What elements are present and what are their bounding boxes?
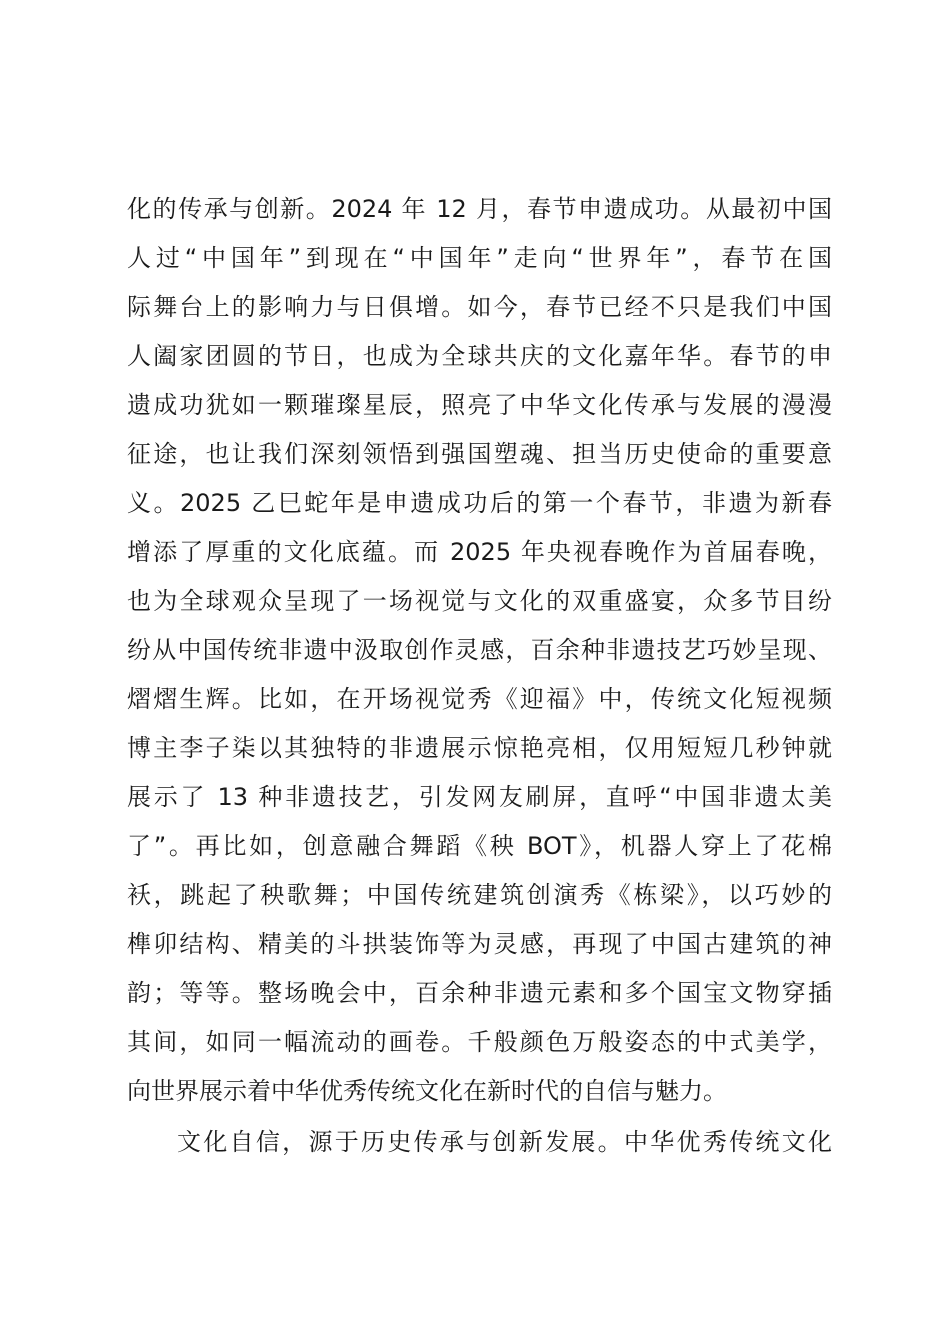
text-line: 展示了 13 种非遗技艺，引发网友刷屏，直呼“中国非遗太美 — [127, 783, 832, 811]
text-line: 也为全球观众呈现了一场视觉与文化的双重盛宴，众多节目纷 — [127, 587, 832, 615]
text-line: 化的传承与创新。2024 年 12 月，春节申遗成功。从最初中国 — [127, 195, 832, 223]
text-line: 袄，跳起了秧歌舞；中国传统建筑创演秀《栋梁》，以巧妙的 — [127, 881, 832, 909]
text-line: 增添了厚重的文化底蕴。而 2025 年央视春晚作为首届春晚， — [127, 538, 832, 566]
text-line: 熠熠生辉。比如，在开场视觉秀《迎福》中，传统文化短视频 — [127, 685, 832, 713]
text-line: 韵；等等。整场晚会中，百余种非遗元素和多个国宝文物穿插 — [127, 979, 832, 1007]
text-line: 榫卯结构、精美的斗拱装饰等为灵感，再现了中国古建筑的神 — [127, 930, 832, 958]
text-line: 际舞台上的影响力与日俱增。如今，春节已经不只是我们中国 — [127, 293, 832, 321]
body-text — [127, 185, 832, 1167]
text-line: 其间，如同一幅流动的画卷。千般颜色万般姿态的中式美学， — [127, 1028, 832, 1056]
text-line: 人阖家团圆的节日，也成为全球共庆的文化嘉年华。春节的申 — [127, 342, 832, 370]
text-line: 博主李子柒以其独特的非遗展示惊艳亮相，仅用短短几秒钟就 — [127, 734, 832, 762]
text-line: 人过“中国年”到现在“中国年”走向“世界年”，春节在国 — [127, 244, 832, 272]
text-line: 纷从中国传统非遗中汲取创作灵感，百余种非遗技艺巧妙呈现、 — [127, 636, 832, 664]
text-line: 遗成功犹如一颗璀璨星辰，照亮了中华文化传承与发展的漫漫 — [127, 391, 832, 419]
paragraph-end-line: 向世界展示着中华优秀传统文化在新时代的自信与魅力。 — [127, 1077, 727, 1105]
paragraph-start-line: 文化自信，源于历史传承与创新发展。中华优秀传统文化 — [177, 1128, 832, 1156]
text-line: 征途，也让我们深刻领悟到强国塑魂、担当历史使命的重要意 — [127, 440, 832, 468]
text-line: 了”。再比如，创意融合舞蹈《秧 BOT》，机器人穿上了花棉 — [127, 832, 832, 860]
text-line: 义。2025 乙巳蛇年是申遗成功后的第一个春节，非遗为新春 — [127, 489, 832, 517]
